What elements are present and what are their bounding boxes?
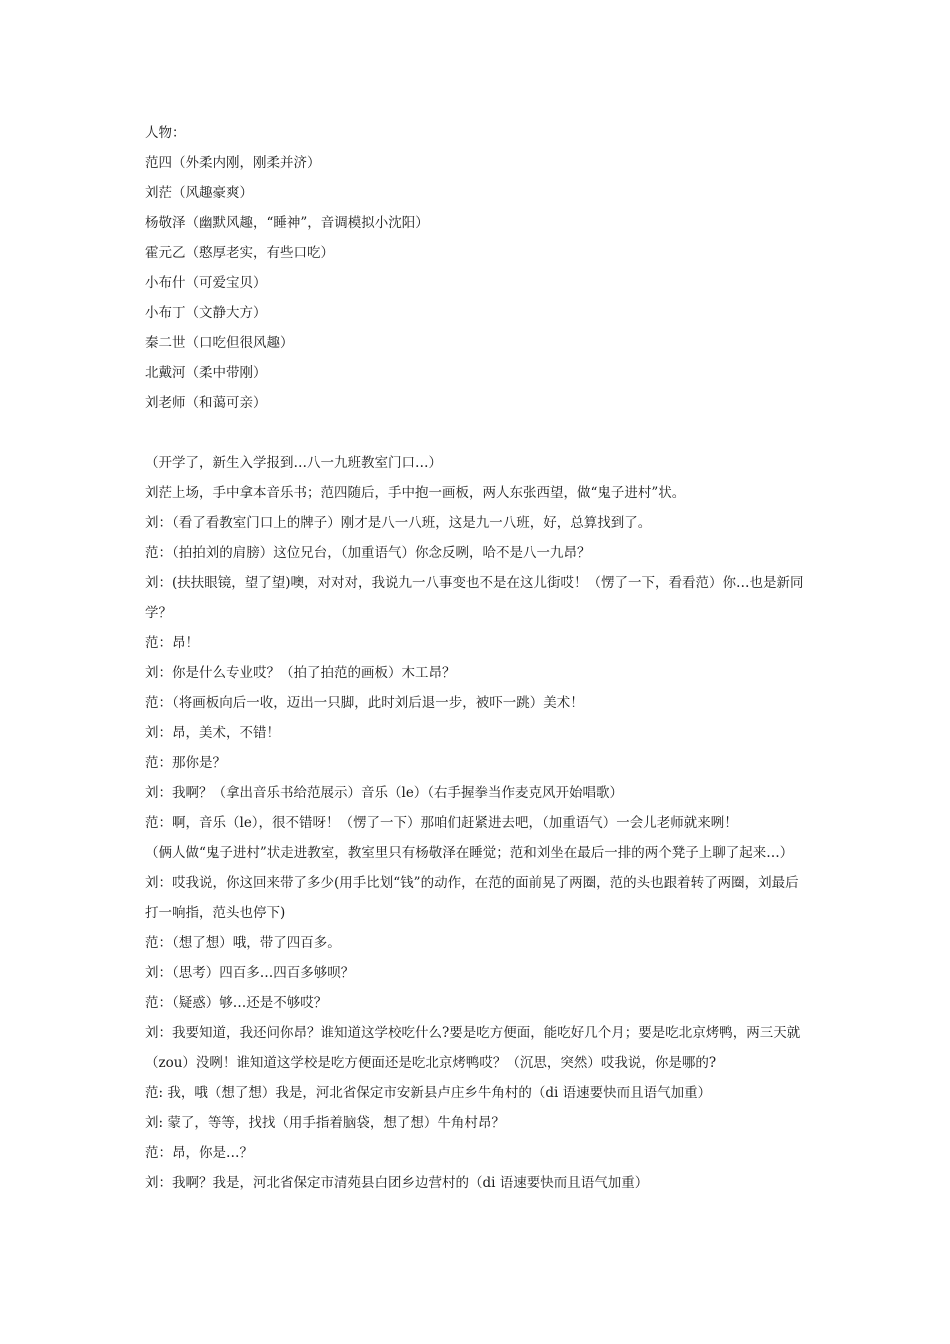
document-page <box>145 118 815 1198</box>
dialogue-line: 范：（拍拍刘的肩膀）这位兄台，（加重语气）你念反咧，哈不是八一九昂？ <box>145 545 591 561</box>
dialogue-line: 范：啊，音乐（le），很不错呀！（愣了一下）那咱们赶紧进去吧，（加重语气）一会儿老师就来咧！ <box>145 815 738 831</box>
cast-member: 小布丁（文静大方） <box>145 305 267 321</box>
cast-member: 刘茫（风趣豪爽） <box>145 185 253 201</box>
dialogue-line: 刘：昂，美术，不错！ <box>145 725 280 741</box>
dialogue-line: 刘：哎我说，你这回来带了多少(用手比划“钱”的动作，在范的面前晃了两圈，范的头也跟着转了两圈，刘最后打一响指，范头也停下) <box>145 875 799 921</box>
cast-member: 小布什（可爱宝贝） <box>145 275 267 291</box>
dialogue-line: 刘：我啊？（拿出音乐书给范展示）音乐（le）（右手握拳当作麦克风开始唱歌） <box>145 785 624 801</box>
dialogue-line: 范：（疑惑）够…还是不够哎？ <box>145 995 328 1011</box>
dialogue-line: 范：昂！ <box>145 635 199 651</box>
cast-member: 杨敬泽（幽默风趣，“睡神”，音调模拟小沈阳） <box>145 215 429 231</box>
dialogue-line: 刘：（看了看教室门口上的牌子）刚才是八一八班，这是九一八班，好，总算找到了。 <box>145 515 652 531</box>
cast-member: 秦二世（口吃但很风趣） <box>145 335 294 351</box>
dialogue-line: 刘: 蒙了，等等，找找（用手指着脑袋，想了想）牛角村昂？ <box>145 1115 505 1131</box>
dialogue-line: 范：（想了想）哦，带了四百多。 <box>145 935 341 951</box>
dialogue-line: 刘：（思考）四百多…四百多够呗？ <box>145 965 355 981</box>
dialogue-line: 刘：你是什么专业哎？（拍了拍范的画板）木工昂？ <box>145 665 456 681</box>
script-body <box>145 448 815 1198</box>
stage-direction: （俩人做“鬼子进村”状走进教室，教室里只有杨敬泽在睡觉；范和刘坐在最后一排的两个凳子上聊了起来…） <box>145 845 794 861</box>
stage-direction: （开学了，新生入学报到…八一九班教室门口…） <box>145 455 442 471</box>
cast-member: 刘老师（和蔼可亲） <box>145 395 267 411</box>
dialogue-line: 范：昂，你是…？ <box>145 1145 253 1161</box>
cast-member: 范四（外柔内刚，刚柔并济） <box>145 155 321 171</box>
cast-member: 北戴河（柔中带刚） <box>145 365 267 381</box>
dialogue-line: 范：（将画板向后一收，迈出一只脚，此时刘后退一步，被吓一跳）美术！ <box>145 695 584 711</box>
section-spacer <box>145 418 815 448</box>
dialogue-line: 范：那你是？ <box>145 755 226 771</box>
dialogue-line: 范: 我，哦（想了想）我是，河北省保定市安新县卢庄乡牛角村的（di 语速要快而且语气加重） <box>145 1085 712 1101</box>
dialogue-line: 刘：我要知道，我还问你昂？谁知道这学校吃什么?要是吃方便面，能吃好几个月；要是吃北京烤鸭，两三天就（zou）没咧！谁知道这学校是吃方便面还是吃北京烤鸭哎？（沉思，突然）哎我说，你是哪的? <box>145 1025 801 1071</box>
cast-list <box>145 148 815 418</box>
cast-heading: 人物： <box>145 125 186 141</box>
dialogue-line: 刘：我啊？我是，河北省保定市清苑县白团乡边营村的（di 语速要快而且语气加重） <box>145 1175 649 1191</box>
stage-direction: 刘茫上场，手中拿本音乐书；范四随后，手中抱一画板，两人东张西望，做“鬼子进村”状。 <box>145 485 686 501</box>
dialogue-line: 刘：(扶扶眼镜，望了望)噢，对对对，我说九一八事变也不是在这儿街哎！（愣了一下，看看范）你…也是新同学？ <box>145 575 804 621</box>
cast-member: 霍元乙（憨厚老实，有些口吃） <box>145 245 334 261</box>
